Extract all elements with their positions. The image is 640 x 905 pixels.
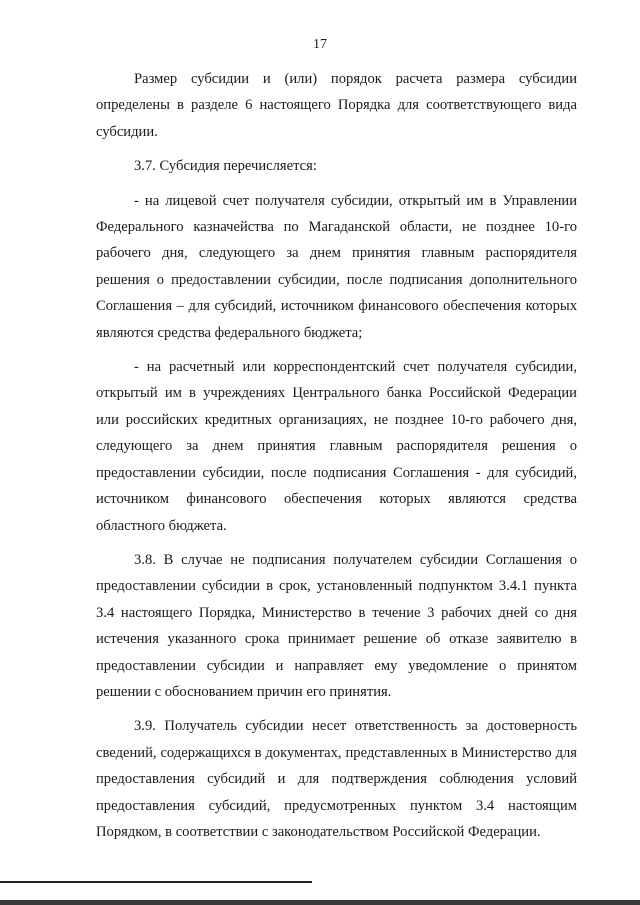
paragraph-subsidy-size: Размер субсидии и (или) порядок расчета размера субсидии определены в разделе 6 настоящего Порядка для соответствующего вида субсидии. <box>96 71 577 140</box>
page-number: 17 <box>313 37 327 52</box>
paragraph-3-9: 3.9. Получатель субсидии несет ответственность за достоверность сведений, содержащихся в документах, представленных в Министерство для предоставления субсидий и для подтверждения соблюдения условий предоставления субсидий, предусмотренных пунктом 3.4 настоящим Порядком, в соответствии с законодательством Российской Федерации. <box>96 718 577 840</box>
scan-bottom-edge <box>0 900 640 905</box>
paragraph-3-7-federal-account: - на лицевой счет получателя субсидии, открытый им в Управлении Федерального казначейства по Магаданской области, не позднее 10-го рабочего дня, следующего за днем принятия главным распорядителя решения о предоставлении субсидии, после подписания дополнительного Соглашения – для субсидий, источником финансового обеспечения которых являются средства федерального бюджета; <box>96 192 577 341</box>
bottom-divider <box>0 881 312 883</box>
document-body <box>96 66 577 845</box>
paragraph-3-7-regional-account: - на расчетный или корреспондентский счет получателя субсидии, открытый им в учреждениях Центрального банка Российской Федерации или российских кредитных организациях, не позднее 10-го рабочего дня, следующего за днем принятия главным распорядителя решения о предоставлении субсидии, после подписания Соглашения - для субсидий, источником финансового обеспечения которых являются средства областного бюджета. <box>96 359 577 534</box>
paragraph-3-7-heading: 3.7. Субсидия перечисляется: <box>134 158 317 175</box>
paragraph-3-8: 3.8. В случае не подписания получателем субсидии Соглашения о предоставлении субсидии в срок, установленный подпунктом 3.4.1 пункта 3.4 настоящего Порядка, Министерство в течение 3 рабочих дней со дня истечения указанного срока принимает решение об отказе заявителю в предоставлении субсидии и направляет ему уведомление о принятом решении с обоснованием причин его принятия. <box>96 551 577 700</box>
